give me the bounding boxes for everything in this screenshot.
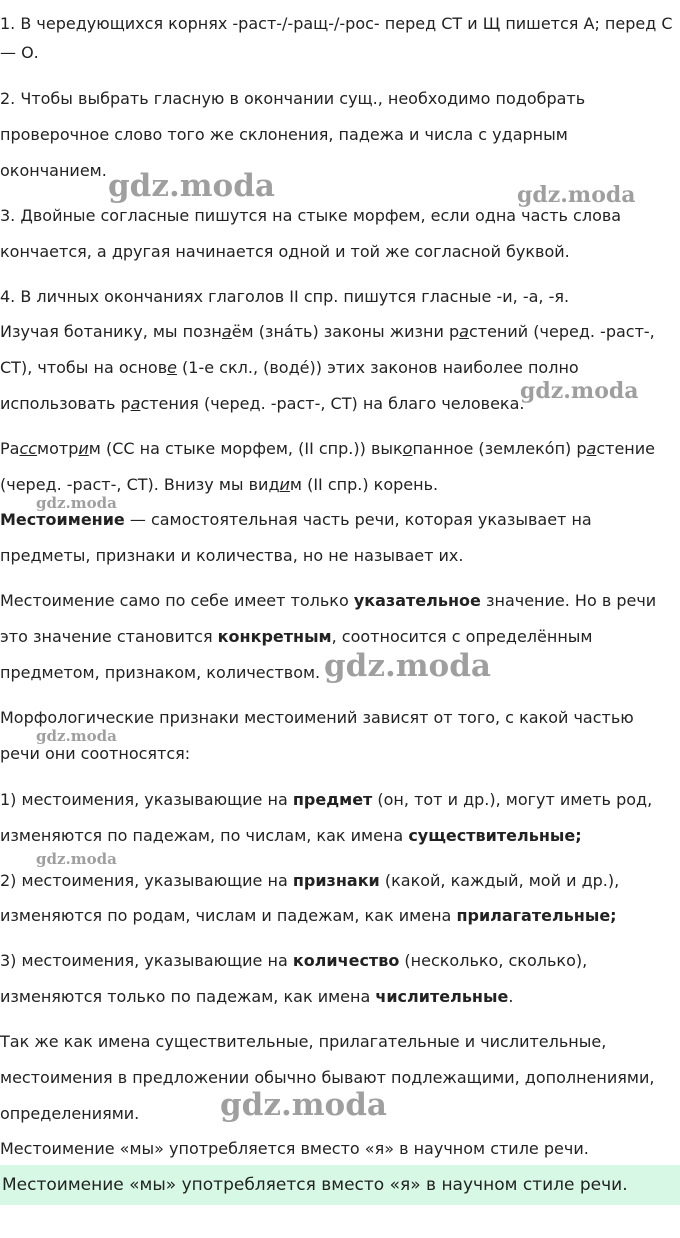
- watermark: gdz.moda: [108, 168, 275, 204]
- rule-1-line2: — О.: [0, 43, 39, 62]
- watermark: gdz.moda: [517, 182, 636, 208]
- rule-3-line1: 3. Двойные согласные пишутся на стыке морфем, если одна часть слова: [0, 206, 622, 225]
- highlight-block: [0, 1165, 680, 1205]
- exercise-s1-line1: Изучая ботанику, мы познаём (зна́ть) законы жизни растений (черед. -раст-,: [0, 322, 655, 341]
- watermark: gdz.moda: [36, 850, 117, 868]
- watermark: gdz.moda: [324, 648, 491, 684]
- highlight-text: Местоимение «мы» употребляется вместо «я» в научном стиле речи.: [2, 1175, 628, 1195]
- list-item-1-line2: изменяются по падежам, по числам, как имена существительные;: [0, 826, 582, 845]
- theory-p2-line1: Местоимение само по себе имеет только указательное значение. Но в речи: [0, 591, 657, 610]
- rule-2-line1: 2. Чтобы выбрать гласную в окончании сущ., необходимо подобрать: [0, 89, 586, 108]
- rule-1-line1: 1. В чередующихся корнях -раст-/-ращ-/-рос- перед СТ и Щ пишется А; перед С: [0, 14, 673, 33]
- exercise-s2-line2: (черед. -раст-, СТ). Внизу мы видим (II спр.) корень.: [0, 475, 439, 494]
- definition-line2: предметы, признаки и количества, но не называет их.: [0, 546, 464, 565]
- exercise-s2-line1: Рассмотрим (СС на стыке морфем, (II спр.)) выкопанное (землекóп) растение: [0, 439, 655, 458]
- list-item-3-line2: изменяются только по падежам, как имена числительные.: [0, 987, 514, 1006]
- rule-3-line2: кончается, а другая начинается одной и той же согласной буквой.: [0, 242, 570, 261]
- watermark: gdz.moda: [520, 378, 639, 404]
- exercise-s1-line2: СТ), чтобы на основе (1-е скл., (водé)) этих законов наиболее полно: [0, 358, 579, 377]
- theory-p5: Местоимение «мы» употребляется вместо «я» в научном стиле речи.: [0, 1139, 589, 1158]
- watermark: gdz.moda: [36, 494, 117, 512]
- exercise-s1-line3: использовать растения (черед. -раст-, СТ) на благо человека.: [0, 394, 525, 413]
- theory-p2-line3: предметом, признаком, количеством.: [0, 663, 321, 682]
- watermark: gdz.moda: [220, 1087, 387, 1123]
- theory-p2-line2: это значение становится конкретным, соотносится с определённым: [0, 627, 593, 646]
- rule-4: 4. В личных окончаниях глаголов II спр. пишутся гласные -и, -а, -я.: [0, 287, 570, 306]
- rule-2-line2: проверочное слово того же склонения, падежа и числа с ударным: [0, 125, 568, 144]
- theory-p3-line2: речи они соотносятся:: [0, 744, 191, 763]
- theory-p4-line1: Так же как имена существительные, прилагательные и числительные,: [0, 1032, 607, 1051]
- list-item-3-line1: 3) местоимения, указывающие на количество (несколько, сколько),: [0, 951, 588, 970]
- definition-line1: Местоимение — самостоятельная часть речи, которая указывает на: [0, 510, 592, 529]
- list-item-2-line2: изменяются по родам, числам и падежам, как имена прилагательные;: [0, 906, 617, 925]
- rule-2-line3: окончанием.: [0, 161, 107, 180]
- theory-p3-line1: Морфологические признаки местоимений зависят от того, с какой частью: [0, 708, 634, 727]
- watermark: gdz.moda: [36, 727, 117, 745]
- theory-p4-line2: местоимения в предложении обычно бывают подлежащими, дополнениями,: [0, 1068, 655, 1087]
- list-item-2-line1: 2) местоимения, указывающие на признаки (какой, каждый, мой и др.),: [0, 871, 620, 890]
- list-item-1-line1: 1) местоимения, указывающие на предмет (он, тот и др.), могут иметь род,: [0, 790, 653, 809]
- theory-p4-line3: определениями.: [0, 1104, 140, 1123]
